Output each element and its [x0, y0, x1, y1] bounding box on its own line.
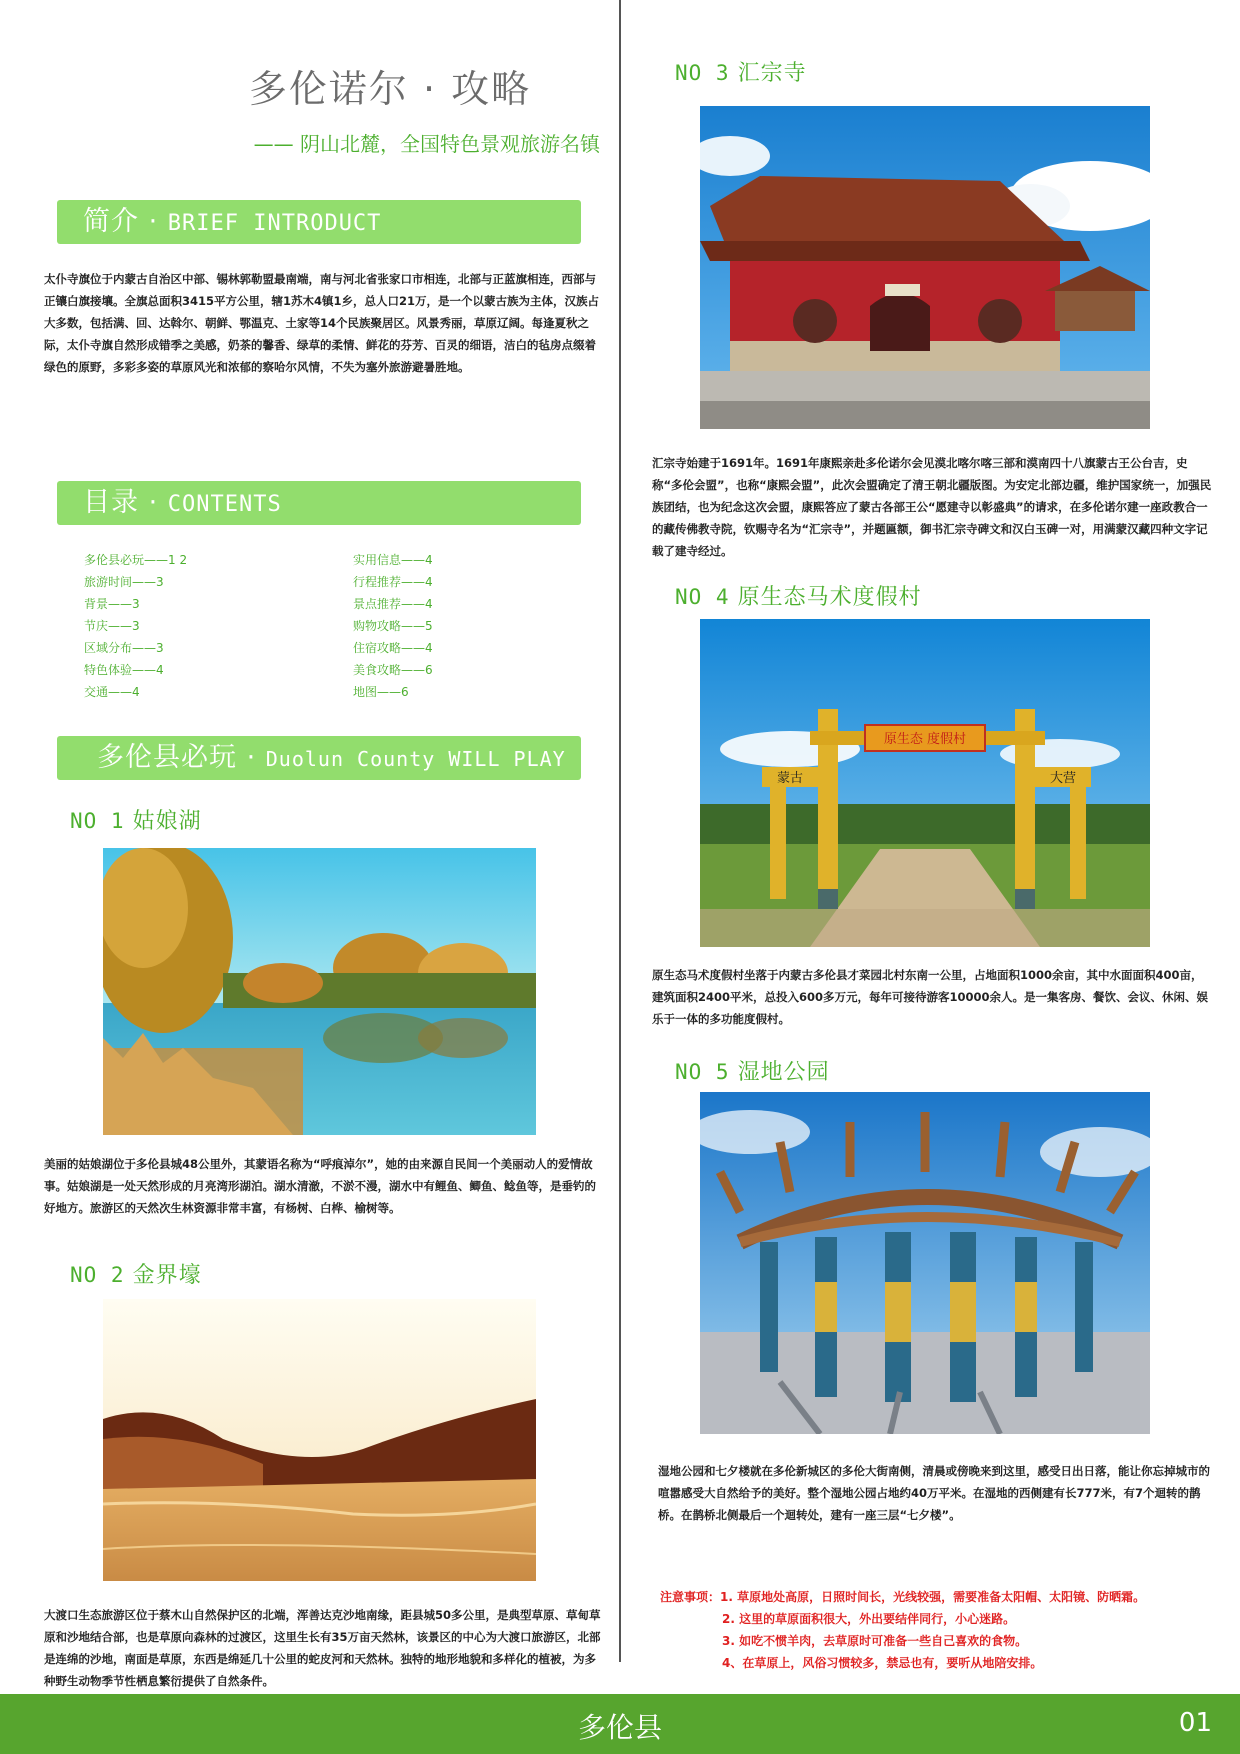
- spot-4-text: 原生态马术度假村坐落于内蒙古多伦县才菜园北村东南一公里，占地面积1000余亩，其中水面面积400亩，建筑面积2400平米，总投入600多万元，每年可接待游客10000余人。是一集客房、餐饮、会议、休闲、娱乐于一体的多功能度假村。: [652, 968, 1209, 1026]
- contents-heading-cn: 目录 ·: [83, 487, 168, 518]
- must-play-section-header: [57, 736, 581, 780]
- note-item: 2. 这里的草原面积很大，外出要结伴同行，小心迷路。: [722, 1612, 1016, 1626]
- page-number: 01: [1178, 1708, 1212, 1738]
- river-photo: [103, 1299, 536, 1581]
- toc-item[interactable]: 行程推荐——4: [353, 575, 433, 589]
- spot-2-heading: [70, 1258, 202, 1289]
- toc-item[interactable]: 旅游时间——3: [84, 575, 164, 589]
- travel-notes: [660, 1586, 1145, 1674]
- spot-5-name: 湿地公园: [737, 1060, 830, 1085]
- toc-right-column: [353, 549, 433, 703]
- spot-5-number: NO 5: [675, 1060, 730, 1084]
- spot-1-text: 美丽的姑娘湖位于多伦县城48公里外，其蒙语名称为“呼痕淖尔”，她的由来源自民间一个美丽动人的爱情故事。姑娘湖是一处天然形成的月亮湾形湖泊。湖水清澈，不淤不漫，湖水中有鲤鱼、鲫鱼、鲶鱼等，是垂钓的好地方。旅游区的天然次生林资源非常丰富，有杨树、白桦、榆树等。: [44, 1157, 596, 1215]
- contents-section-header: [57, 481, 581, 525]
- notes-line-1: [660, 1586, 1145, 1608]
- resort-sign-right: 大营: [1049, 771, 1077, 786]
- must-play-heading-en: Duolun County WILL PLAY: [265, 747, 566, 771]
- spot-1-name: 姑娘湖: [132, 809, 202, 834]
- resort-gate-photo: [700, 619, 1150, 947]
- toc-item[interactable]: 美食攻略——6: [353, 663, 433, 677]
- toc-item[interactable]: 住宿攻略——4: [353, 641, 433, 655]
- spot-3-text: 汇宗寺始建于1691年。1691年康熙亲赴多伦诺尔会见漠北喀尔喀三部和漠南四十八旗蒙古王公台吉，史称“多伦会盟”，也称“康熙会盟”，此次会盟确定了清王朝北疆版图。为安定北部边疆，维护国家统一，加强民族团结，也为纪念这次会盟，康熙答应了蒙古各部王公“愿建寺以彰盛典”的请求，在多伦诺尔建一座政教合一的藏传佛教寺院，钦赐寺名为“汇宗寺”，并题匾额，御书汇宗寺碑文和汉白玉碑一对，用满蒙汉藏四种文字记载了建寺经过。: [652, 456, 1212, 558]
- lake-photo: [103, 848, 536, 1135]
- toc-item[interactable]: 背景——3: [84, 597, 140, 611]
- toc-left-column: [84, 549, 187, 703]
- spot-5-heading: [675, 1055, 830, 1086]
- resort-sign-left: 蒙古: [776, 771, 804, 786]
- toc-item[interactable]: 特色体验——4: [84, 663, 164, 677]
- toc-item[interactable]: 多伦县必玩——1 2: [84, 553, 188, 567]
- toc-item[interactable]: 地图——6: [353, 685, 409, 699]
- spot-4-heading: [675, 580, 922, 611]
- spot-3-name: 汇宗寺: [737, 61, 807, 86]
- brief-heading-cn: 简介 ·: [83, 206, 168, 237]
- spot-2-number: NO 2: [70, 1263, 125, 1287]
- spot-2-name: 金界壕: [132, 1263, 202, 1288]
- must-play-heading-cn: 多伦县必玩 ·: [97, 742, 266, 773]
- note-item: 1. 草原地处高原，日照时间长，光线较强，需要准备太阳帽、太阳镜、防晒霜。: [720, 1590, 1146, 1604]
- brief-heading-en: BRIEF INTRODUCT: [167, 211, 382, 236]
- wetland-park-photo: [700, 1092, 1150, 1434]
- footer-title: 多伦县: [577, 1711, 662, 1744]
- spot-4-number: NO 4: [675, 585, 730, 609]
- spot-1-number: NO 1: [70, 809, 125, 833]
- column-divider: [619, 0, 621, 1662]
- resort-gate-sign: 原生态 度假村: [883, 732, 967, 747]
- note-item: 4、在草原上，风俗习惯较多，禁忌也有，要听从地陪安排。: [722, 1656, 1043, 1670]
- spot-2-text: 大渡口生态旅游区位于蔡木山自然保护区的北端，浑善达克沙地南缘，距县城50多公里，是典型草原、草甸草原和沙地结合部，也是草原向森林的过渡区，这里生长有35万亩天然林，该景区的中心为大渡口旅游区，北部是连绵的沙地，南面是草原，东西是绵延几十公里的蛇皮河和天然林。独特的地形地貌和多样化的植被，为多种野生动物季节性栖息繁衍提供了自然条件。: [44, 1608, 601, 1688]
- contents-heading-en: CONTENTS: [167, 492, 282, 517]
- toc-item[interactable]: 节庆——3: [84, 619, 140, 633]
- toc-item[interactable]: 实用信息——4: [353, 553, 433, 567]
- toc-item[interactable]: 景点推荐——4: [353, 597, 433, 611]
- page-footer: [0, 1694, 1240, 1754]
- note-item: 3. 如吃不惯羊肉，去草原时可准备一些自己喜欢的食物。: [722, 1634, 1028, 1648]
- toc-item[interactable]: 区域分布——3: [84, 641, 164, 655]
- page-subtitle: —— 阴山北麓，全国特色景观旅游名镇: [253, 132, 600, 156]
- toc-item[interactable]: 购物攻略——5: [353, 619, 433, 633]
- spot-3-heading: [675, 56, 807, 87]
- temple-photo: [700, 106, 1150, 429]
- page-title: 多伦诺尔 · 攻略: [248, 67, 532, 111]
- spot-5-text: 湿地公园和七夕楼就在多伦新城区的多伦大街南侧，清晨或傍晚来到这里，感受日出日落，能让你忘掉城市的喧嚣感受大自然给予的美好。整个湿地公园占地约40万平米。在湿地的西侧建有长777米，有7个迴转的鹊桥。在鹊桥北侧最后一个迴转处，建有一座三层“七夕楼”。: [658, 1464, 1210, 1522]
- brief-section-header: [57, 200, 581, 244]
- notes-label: 注意事项：: [660, 1590, 721, 1604]
- toc-item[interactable]: 交通——4: [84, 685, 140, 699]
- brief-text: 太仆寺旗位于内蒙古自治区中部、锡林郭勒盟最南端，南与河北省张家口市相连，北部与正蓝旗相连，西部与正镶白旗接壤。全旗总面积3415平方公里，辖1苏木4镇1乡，总人口21万，是一个以蒙古族为主体，汉族占大多数，包括满、回、达斡尔、朝鲜、鄂温克、土家等14个民族聚居区。风景秀丽，草原辽阔。每逢夏秋之际，太仆寺旗自然形成错季之美感，奶茶的馨香、绿草的柔情、鲜花的芬芳、百灵的细语，洁白的毡房点缀着绿色的原野，多彩多姿的草原风光和浓郁的察哈尔风情，不失为塞外旅游避暑胜地。: [44, 272, 600, 374]
- spot-4-name: 原生态马术度假村: [737, 585, 922, 610]
- spot-3-number: NO 3: [675, 61, 730, 85]
- spot-1-heading: [70, 804, 202, 835]
